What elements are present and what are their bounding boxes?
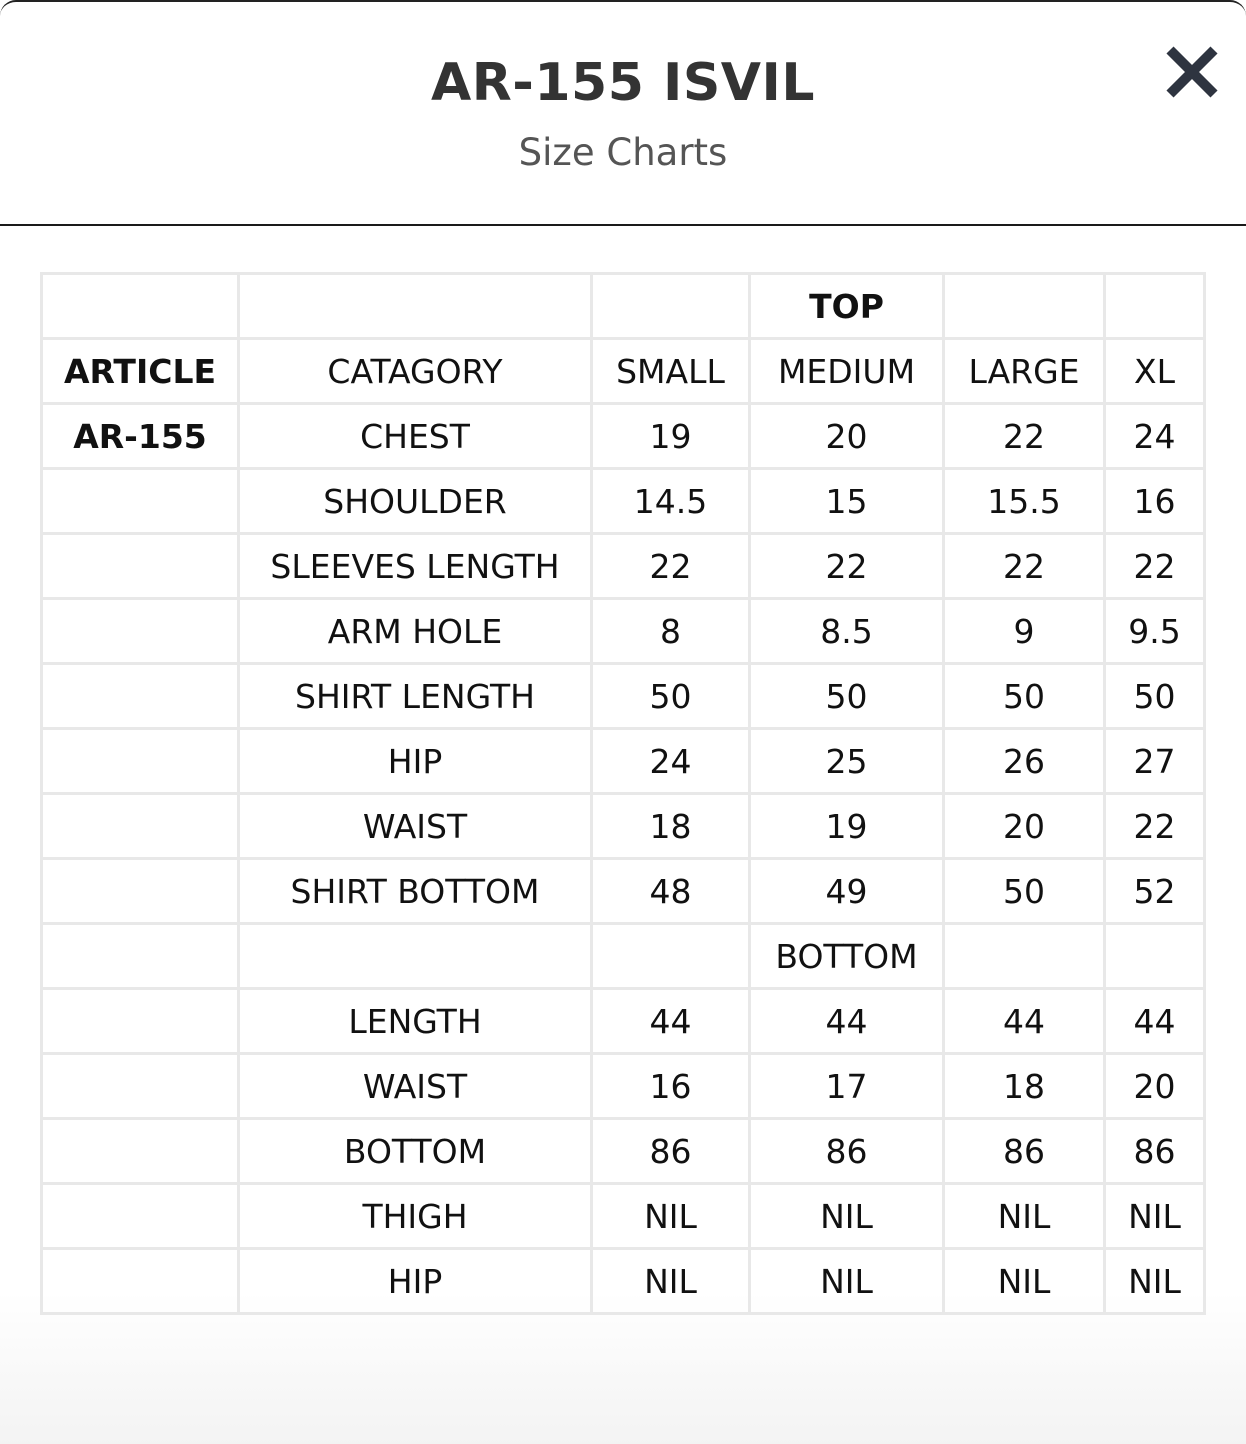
modal-header [0, 2, 1246, 226]
close-button[interactable] [1160, 40, 1224, 104]
empty-cell [42, 989, 239, 1054]
table-row [42, 534, 1205, 599]
measurement-value: 44 [592, 989, 750, 1054]
empty-cell [42, 794, 239, 859]
measurement-value: 15.5 [944, 469, 1105, 534]
measurement-value: 16 [1105, 469, 1205, 534]
empty-cell [1105, 274, 1205, 339]
measurement-label: SLEEVES LENGTH [239, 534, 592, 599]
measurement-label: SHOULDER [239, 469, 592, 534]
measurement-value: 50 [592, 664, 750, 729]
table-row [42, 664, 1205, 729]
measurement-value: 27 [1105, 729, 1205, 794]
header-size-medium: MEDIUM [750, 339, 944, 404]
measurement-label: HIP [239, 1249, 592, 1314]
measurement-value: 48 [592, 859, 750, 924]
section-label-bottom: BOTTOM [750, 924, 944, 989]
empty-cell [42, 859, 239, 924]
measurement-label: THIGH [239, 1184, 592, 1249]
measurement-label: ARM HOLE [239, 599, 592, 664]
measurement-value: 86 [944, 1119, 1105, 1184]
table-row [42, 859, 1205, 924]
measurement-value: 50 [944, 664, 1105, 729]
empty-cell [42, 924, 239, 989]
header-size-large: LARGE [944, 339, 1105, 404]
empty-cell [42, 599, 239, 664]
table-row [42, 469, 1205, 534]
measurement-value: 44 [944, 989, 1105, 1054]
measurement-value: 8.5 [750, 599, 944, 664]
measurement-value: 52 [1105, 859, 1205, 924]
measurement-value: NIL [592, 1249, 750, 1314]
empty-cell [592, 924, 750, 989]
article-code: AR-155 [42, 404, 239, 469]
measurement-value: 14.5 [592, 469, 750, 534]
measurement-value: 26 [944, 729, 1105, 794]
measurement-label: WAIST [239, 794, 592, 859]
table-row [42, 989, 1205, 1054]
empty-cell [1105, 924, 1205, 989]
size-chart-table [40, 272, 1206, 1315]
measurement-value: 24 [592, 729, 750, 794]
column-header-row [42, 339, 1205, 404]
empty-cell [42, 1054, 239, 1119]
empty-cell [42, 1184, 239, 1249]
measurement-value: NIL [944, 1184, 1105, 1249]
empty-cell [42, 469, 239, 534]
empty-cell [42, 664, 239, 729]
page-subtitle: Size Charts [518, 131, 728, 174]
measurement-value: 50 [1105, 664, 1205, 729]
section-header-row [42, 274, 1205, 339]
measurement-value: NIL [944, 1249, 1105, 1314]
close-icon [1160, 40, 1224, 104]
table-row [42, 794, 1205, 859]
measurement-label: CHEST [239, 404, 592, 469]
empty-cell [42, 1119, 239, 1184]
header-category: CATAGORY [239, 339, 592, 404]
measurement-value: 22 [592, 534, 750, 599]
empty-cell [239, 274, 592, 339]
header-size-small: SMALL [592, 339, 750, 404]
measurement-value: 22 [1105, 534, 1205, 599]
measurement-value: 44 [750, 989, 944, 1054]
table-row [42, 1054, 1205, 1119]
measurement-value: 25 [750, 729, 944, 794]
measurement-label: HIP [239, 729, 592, 794]
section-label-top: TOP [750, 274, 944, 339]
empty-cell [944, 924, 1105, 989]
table-row [42, 1249, 1205, 1314]
measurement-value: NIL [750, 1249, 944, 1314]
measurement-value: 18 [944, 1054, 1105, 1119]
measurement-value: 22 [944, 404, 1105, 469]
measurement-value: 9.5 [1105, 599, 1205, 664]
empty-cell [42, 534, 239, 599]
measurement-value: 22 [944, 534, 1105, 599]
measurement-value: 86 [1105, 1119, 1205, 1184]
header-article: ARTICLE [42, 339, 239, 404]
measurement-value: 18 [592, 794, 750, 859]
measurement-value: 20 [944, 794, 1105, 859]
measurement-value: 19 [750, 794, 944, 859]
measurement-value: 9 [944, 599, 1105, 664]
measurement-label: SHIRT LENGTH [239, 664, 592, 729]
measurement-value: 22 [1105, 794, 1205, 859]
header-size-xl: XL [1105, 339, 1205, 404]
measurement-label: WAIST [239, 1054, 592, 1119]
table-row [42, 404, 1205, 469]
empty-cell [42, 274, 239, 339]
measurement-value: NIL [1105, 1184, 1205, 1249]
table-row [42, 1119, 1205, 1184]
measurement-value: 50 [750, 664, 944, 729]
measurement-value: NIL [592, 1184, 750, 1249]
measurement-value: 22 [750, 534, 944, 599]
measurement-value: 86 [592, 1119, 750, 1184]
measurement-label: LENGTH [239, 989, 592, 1054]
empty-cell [42, 1249, 239, 1314]
measurement-value: 15 [750, 469, 944, 534]
measurement-label: BOTTOM [239, 1119, 592, 1184]
empty-cell [944, 274, 1105, 339]
measurement-value: NIL [1105, 1249, 1205, 1314]
table-row [42, 729, 1205, 794]
measurement-value: 8 [592, 599, 750, 664]
measurement-value: 19 [592, 404, 750, 469]
empty-cell [592, 274, 750, 339]
measurement-value: 16 [592, 1054, 750, 1119]
measurement-value: 49 [750, 859, 944, 924]
measurement-value: 24 [1105, 404, 1205, 469]
measurement-value: 17 [750, 1054, 944, 1119]
section-header-row [42, 924, 1205, 989]
measurement-value: 20 [1105, 1054, 1205, 1119]
measurement-value: 86 [750, 1119, 944, 1184]
empty-cell [239, 924, 592, 989]
page-title: AR-155 ISVIL [430, 53, 816, 113]
table-row [42, 1184, 1205, 1249]
measurement-value: 50 [944, 859, 1105, 924]
measurement-label: SHIRT BOTTOM [239, 859, 592, 924]
measurement-value: 20 [750, 404, 944, 469]
measurement-value: 44 [1105, 989, 1205, 1054]
table-row [42, 599, 1205, 664]
measurement-value: NIL [750, 1184, 944, 1249]
empty-cell [42, 729, 239, 794]
